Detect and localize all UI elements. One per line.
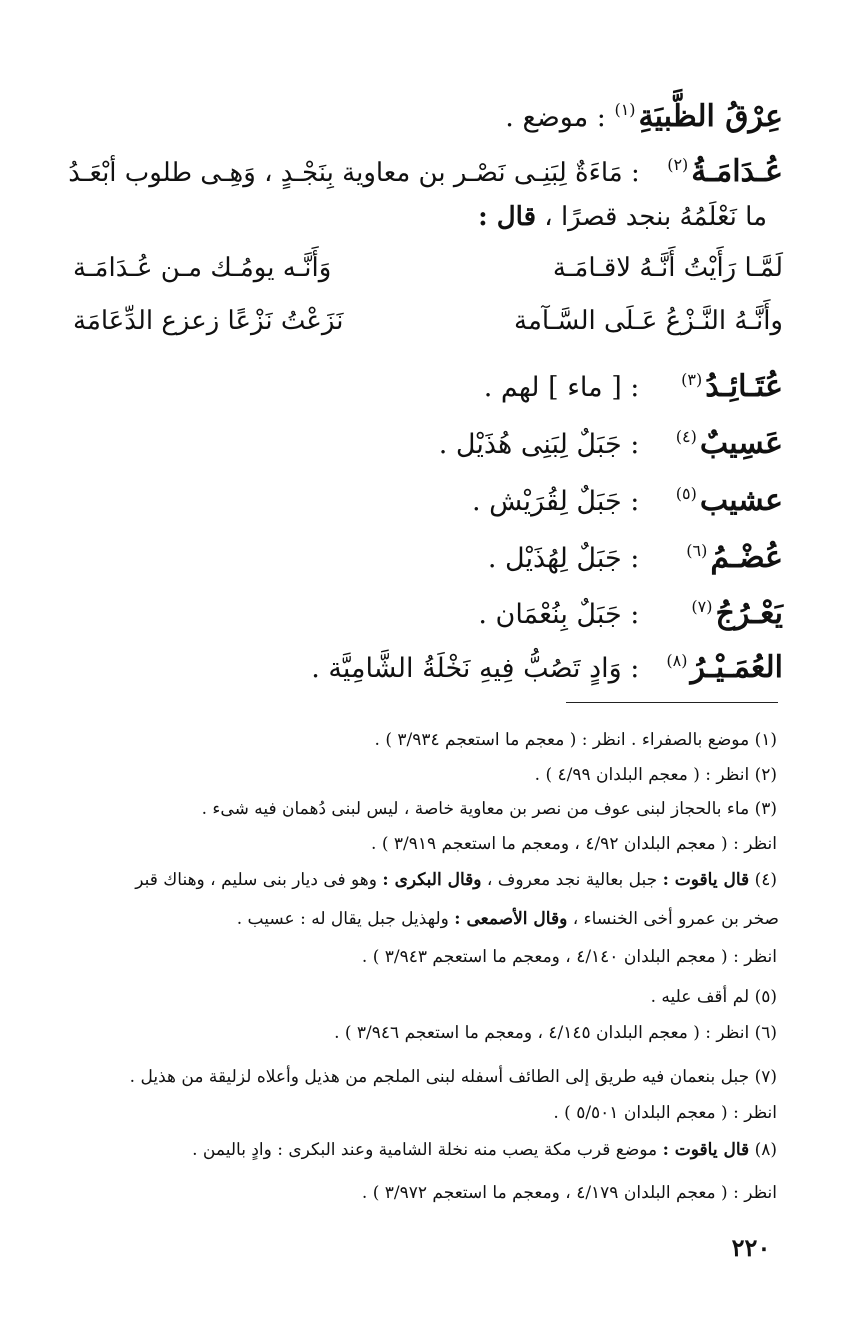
continuation-text: ما نَعْلَمُهُ بنجد قصرًا ،: [544, 202, 767, 232]
entry-udm: [488, 526, 783, 576]
entry-term: عَسِيبٌ$^{(٤)}$: [675, 426, 783, 461]
entry-description: : موضع .: [505, 102, 606, 133]
entry-term: يَعْـرُجُ$^{(٧)}$: [691, 596, 783, 631]
verse-second-hemistich: نَزَعْتُ نَزْعًا زعزع الدِّعَامَة: [73, 306, 344, 336]
footnote-line: صخر بن عمرو أخى الخنساء ، وقال الأصمعى : ولهذيل جبل يقال له : عسيب .: [236, 909, 779, 929]
entry-utaid: [484, 355, 783, 405]
entry-description: : جَبَلٌ بِنُعْمَان .: [478, 599, 640, 630]
entry-term: العُمَـيْـرُ$^{(٨)}$: [666, 650, 783, 685]
footnote-line: انظر : ( معجم البلدان ٤/٩٢ ، ومعجم ما استعجم ٣/٩١٩ ) .: [371, 834, 777, 854]
entry-description: : مَاءَةٌ لِبَنِـى نَصْـر بن معاوية بِنَجْـدٍ ، وَهِـى طلوب أبْعَـدُ: [68, 158, 640, 188]
verse-second-hemistich: وَأَنَّـه يومُـك مـن عُـدَامَـة: [73, 253, 332, 283]
entry-description: : [ ماء ] لهم .: [483, 372, 640, 403]
entry-udama: [68, 140, 783, 190]
entry-al-umayr: [311, 636, 783, 686]
footnote-line: انظر : ( معجم البلدان ٥/٥٠١ ) .: [553, 1103, 777, 1123]
entry-term: عشيب$^{(٥)}$: [675, 483, 783, 518]
footnote-separator: [566, 702, 778, 703]
entry-term: عُتَـائِـدُ$^{(٣)}$: [681, 369, 783, 404]
entry-continuation: [478, 192, 767, 242]
footnote-line: (٦) انظر : ( معجم البلدان ٤/١٤٥ ، ومعجم ما استعجم ٣/٩٤٦ ) .: [334, 1023, 777, 1043]
entry-term: عُـدَامَـةُ$^{(٢)}$: [667, 154, 783, 189]
footnote-line: (٤) قال ياقوت : جبل بعالية نجد معروف ، وقال البكرى : وهو فى ديار بنى سليم ، وهناك قبر: [135, 870, 777, 890]
poem-verse-1: [73, 243, 783, 293]
page-number: ٢٢٠: [731, 1233, 771, 1262]
entry-asib: [439, 412, 783, 462]
footnote-line: (٨) قال ياقوت : موضع قرب مكة يصب منه نخلة الشامية وعند البكرى : وادٍ باليمن .: [192, 1140, 777, 1160]
entry-description: : جَبَلٌ لِقُرَيْش .: [471, 486, 640, 517]
footnote-line: (٣) ماء بالحجاز لبنى عوف من نصر بن معاوية خاصة ، ليس لبنى دُهمان فيه شىء .: [201, 799, 777, 819]
entry-irq-al-zabya: [505, 85, 783, 135]
footnote-line: انظر : ( معجم البلدان ٤/١٧٩ ، ومعجم ما استعجم ٣/٩٧٢ ) .: [361, 1183, 777, 1203]
footnote-line: (٥) لم أقف عليه .: [650, 987, 777, 1007]
entry-term: عِرْقُ الظَّبيَةِ$^{(١)}$: [614, 99, 783, 134]
footnote-line: (٧) جبل بنعمان فيه طريق إلى الطائف أسفله لبنى الملجم من هذيل وأعلاه لزليقة من هذيل .: [129, 1067, 777, 1087]
poem-verse-2: [73, 296, 783, 346]
verse-first-hemistich: وأَنَّـهُ النَّـزْعُ عَـلَى السَّـآمة: [514, 306, 783, 336]
entry-description: : وَادٍ تَصُبُّ فِيهِ نَخْلَةُ الشَّامِيَّة .: [311, 653, 640, 684]
entry-ashib: [472, 469, 783, 519]
entry-yaruj: [478, 582, 783, 632]
entry-description: : جَبَلٌ لِهُذَيْل .: [487, 543, 640, 574]
footnote-line: (٢) انظر : ( معجم البلدان ٤/٩٩ ) .: [534, 765, 777, 785]
footnote-line: (١) موضع بالصفراء . انظر : ( معجم ما استعجم ٣/٩٣٤ ) .: [374, 730, 777, 750]
entry-description: : جَبَلٌ لِبَنِى هُذَيْل .: [438, 429, 640, 460]
verse-first-hemistich: لَمَّـا رَأَيْتُ أَنَّـهُ لاقـامَـة: [552, 253, 783, 283]
entry-term: عُضْـمُ$^{(٦)}$: [686, 540, 783, 575]
footnote-line: انظر : ( معجم البلدان ٤/١٤٠ ، ومعجم ما استعجم ٣/٩٤٣ ) .: [361, 947, 777, 967]
continuation-qala: قال :: [478, 202, 537, 232]
